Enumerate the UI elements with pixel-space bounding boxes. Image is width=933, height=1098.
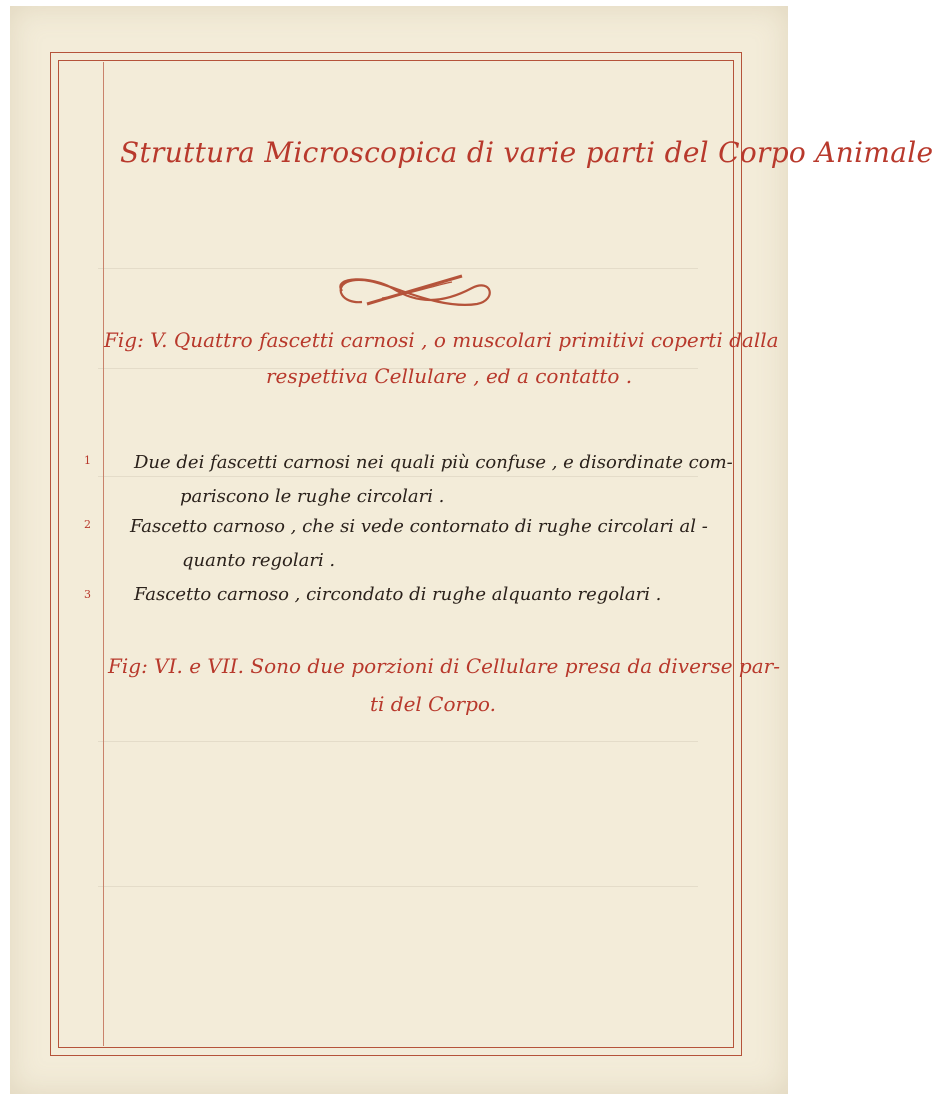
- figure-v-caption-line-1: Fig: V. Quattro fascetti carnosi , o muscolari primitivi coperti dalla: [104, 328, 779, 352]
- page-title: Struttura Microscopica di varie parti del Corpo Animale: [120, 136, 933, 169]
- entry-number: 2: [84, 518, 91, 531]
- pencil-guideline: [98, 886, 698, 887]
- left-margin-rule: [103, 62, 104, 1046]
- pencil-guideline: [98, 476, 698, 477]
- inner-border-rule: [58, 60, 734, 1048]
- pencil-guideline: [98, 741, 698, 742]
- figure-vi-vii-caption-line-1: Fig: VI. e VII. Sono due porzioni di Cellulare presa da diverse par-: [108, 654, 780, 678]
- entry-2-line-1: Fascetto carnoso , che si vede contornato di rughe circolari al -: [130, 516, 708, 537]
- entry-1-line-1: Due dei fascetti carnosi nei quali più confuse , e disordinate com-: [134, 452, 733, 473]
- calligraphic-flourish: [322, 268, 502, 314]
- entry-number: 3: [84, 588, 91, 601]
- entry-number: 1: [84, 454, 91, 467]
- figure-v-caption-line-2: respettiva Cellulare , ed a contatto .: [266, 364, 633, 388]
- manuscript-page: [10, 6, 933, 1094]
- entry-2-line-2: quanto regolari .: [182, 550, 336, 571]
- entry-1-line-2: pariscono le rughe circolari .: [180, 486, 445, 507]
- entry-3-line-1: Fascetto carnoso , circondato di rughe alquanto regolari .: [134, 584, 662, 605]
- figure-vi-vii-caption-line-2: ti del Corpo.: [370, 692, 496, 716]
